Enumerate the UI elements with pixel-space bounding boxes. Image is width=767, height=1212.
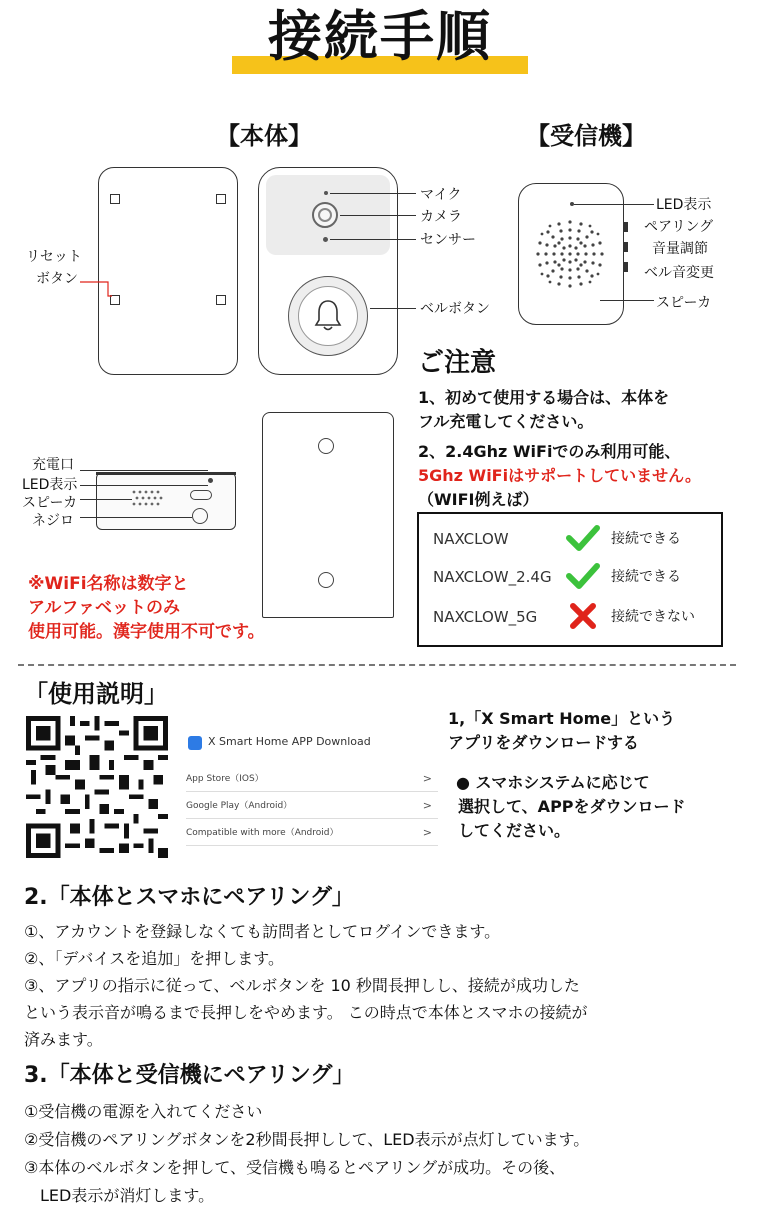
- wifi-name: NAXCLOW_5G: [433, 608, 538, 626]
- chevron-right-icon: >: [422, 826, 432, 839]
- mount-hole: [110, 194, 120, 204]
- pairing-phone-line: という表示音が鳴るまで長押しをやめます。 この時点で本体とスマホの接続が: [24, 1003, 588, 1022]
- check-icon: [565, 522, 601, 554]
- receiver-side-button: [624, 262, 628, 272]
- chevron-right-icon: >: [422, 799, 432, 812]
- leader-side-led: [80, 485, 208, 486]
- camera-label: カメラ: [420, 209, 462, 225]
- main-unit-side: [96, 472, 236, 530]
- page-title: 接続手順: [268, 5, 492, 68]
- leader-screw: [80, 517, 192, 518]
- receiver-volume-label: 音量調節: [652, 241, 708, 257]
- usage-heading: 「使用説明」: [24, 680, 168, 708]
- pairing-receiver-line: ①受信機の電源を入れてください: [24, 1102, 263, 1121]
- leader-mic: [330, 193, 416, 194]
- notice-item2-line2: 5Ghz WiFiはサポートしていません。: [418, 466, 702, 485]
- notice-item2-line1: 2、2.4Ghz WiFiでのみ利用可能、: [418, 442, 681, 461]
- wifi-warning-line2: アルファベットのみ: [28, 598, 180, 618]
- bell-button-label: ベルボタン: [420, 301, 490, 317]
- app-logo-icon: [188, 736, 202, 750]
- section-divider: [18, 664, 736, 666]
- bullet-line1: ● スマホシステムに応じて: [456, 773, 650, 792]
- pairing-receiver-line: LED表示が消灯します。: [24, 1186, 215, 1205]
- pairing-phone-line: ②、「デバイスを追加」を押します。: [24, 949, 284, 968]
- pairing-phone-line: ③、アプリの指示に従って、ベルボタンを 10 秒間長押しし、接続が成功した: [24, 976, 580, 995]
- pairing-receiver-heading: 3.「本体と受信機にペアリング」: [24, 1063, 355, 1088]
- leader-side-speaker: [80, 499, 132, 500]
- app-download-title: X Smart Home APP Download: [208, 735, 371, 748]
- receiver-heading: 【受信機】: [526, 122, 646, 150]
- leader-camera: [340, 215, 416, 216]
- check-icon: [565, 560, 601, 592]
- receiver-pairing-label: ペアリング: [644, 219, 714, 235]
- wifi-name: NAXCLOW_2.4G: [433, 568, 552, 586]
- pairing-receiver-line: ②受信機のペアリングボタンを2秒間長押しして、LED表示が点灯しています。: [24, 1130, 590, 1149]
- leader-receiver-speaker: [600, 300, 654, 301]
- compatible-more-row[interactable]: [186, 820, 438, 846]
- notice-item2-line3: （WIFI例えば）: [418, 490, 539, 509]
- side-led-label: LED表示: [22, 477, 78, 493]
- pairing-phone-line: ①、アカウントを登録しなくても訪問者としてログインできます。: [24, 922, 501, 941]
- wifi-example-row: [419, 520, 721, 556]
- mic-label: マイク: [420, 187, 462, 203]
- wifi-warning-line3: 使用可能。漢字使用不可です。: [28, 622, 265, 642]
- charge-port-label: 充電口: [32, 457, 74, 473]
- sensor-dot: [323, 237, 328, 242]
- reset-leader-line: [80, 278, 116, 302]
- pairing-receiver-line: ③本体のベルボタンを押して、受信機も鳴るとペアリングが成功。その後、: [24, 1158, 566, 1177]
- screw-hole-icon: [192, 508, 208, 524]
- mount-screw-hole: [318, 438, 334, 454]
- sensor-label: センサー: [420, 232, 476, 248]
- leader-receiver-led: [574, 204, 654, 205]
- receiver-side-button: [624, 222, 628, 232]
- receiver-ringtone-label: ベル音変更: [644, 265, 714, 281]
- mount-hole: [216, 194, 226, 204]
- app-store-row[interactable]: [186, 766, 438, 792]
- receiver-speaker-label: スピーカ: [656, 295, 712, 311]
- app-download-panel: [184, 718, 440, 856]
- wifi-example-row: [419, 558, 721, 594]
- camera-lens-inner: [318, 208, 332, 222]
- screw-label: ネジロ: [32, 513, 74, 529]
- google-play-row[interactable]: [186, 793, 438, 819]
- side-speaker-label: スピーカ: [22, 495, 78, 511]
- pairing-phone-line: 済みます。: [24, 1030, 103, 1049]
- charge-port-icon: [190, 490, 212, 500]
- step1-line2: アプリをダウンロードする: [448, 733, 639, 752]
- step1-line1: 1,「X Smart Home」という: [448, 709, 676, 728]
- receiver-side-button: [624, 242, 628, 252]
- main-unit-side-top: [96, 472, 236, 475]
- mount-hole: [216, 295, 226, 305]
- leader-sensor: [330, 239, 416, 240]
- bullet-line2: 選択して、APPをダウンロード: [458, 797, 686, 816]
- qr-code-icon: [26, 716, 168, 858]
- mic-dot: [324, 191, 328, 195]
- bell-icon: [314, 298, 342, 332]
- reset-label-1: リセット: [26, 249, 82, 265]
- side-led-dot: [208, 478, 213, 483]
- wifi-examples-box: [417, 512, 723, 647]
- chevron-right-icon: >: [422, 772, 432, 785]
- wifi-status: 接続できない: [611, 609, 695, 625]
- reset-label-2: ボタン: [36, 271, 78, 287]
- google-play-label: Google Play（Android）: [186, 801, 293, 811]
- leader-charge-port: [80, 470, 208, 471]
- pairing-phone-heading: 2.「本体とスマホにペアリング」: [24, 885, 354, 910]
- receiver-led-label: LED表示: [656, 197, 712, 213]
- wifi-name: NAXCLOW: [433, 530, 509, 548]
- wifi-warning-line1: ※WiFi名称は数字と: [28, 574, 189, 594]
- notice-heading: ご注意: [418, 348, 497, 378]
- compatible-more-label: Compatible with more（Android）: [186, 828, 339, 838]
- wifi-status: 接続できる: [611, 569, 681, 585]
- notice-item1-line1: 1、初めて使用する場合は、本体を: [418, 388, 670, 407]
- leader-bell: [370, 308, 416, 309]
- side-speaker-grille-icon: [130, 488, 164, 510]
- wifi-example-row: [419, 598, 721, 634]
- app-store-label: App Store（IOS）: [186, 774, 264, 784]
- mount-screw-hole: [318, 572, 334, 588]
- main-unit-heading: 【本体】: [216, 122, 312, 150]
- cross-icon: [565, 600, 601, 632]
- bullet-line3: してください。: [458, 821, 571, 840]
- wifi-status: 接続できる: [611, 531, 681, 547]
- notice-item1-line2: フル充電してください。: [418, 412, 594, 431]
- receiver-speaker-grille-icon: [528, 212, 612, 296]
